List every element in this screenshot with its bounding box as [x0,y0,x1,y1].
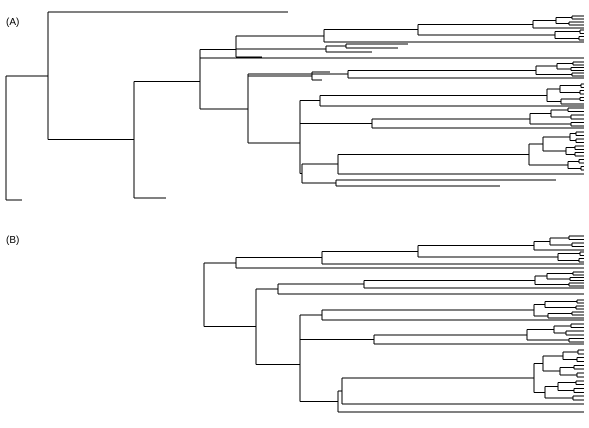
panel-a [6,12,584,200]
panel-b-label: (B) [6,235,20,246]
panel-a-tree [6,12,584,200]
panel-b-tree [204,236,584,412]
panel-b [6,235,584,412]
panel-a-label: (A) [6,17,20,28]
